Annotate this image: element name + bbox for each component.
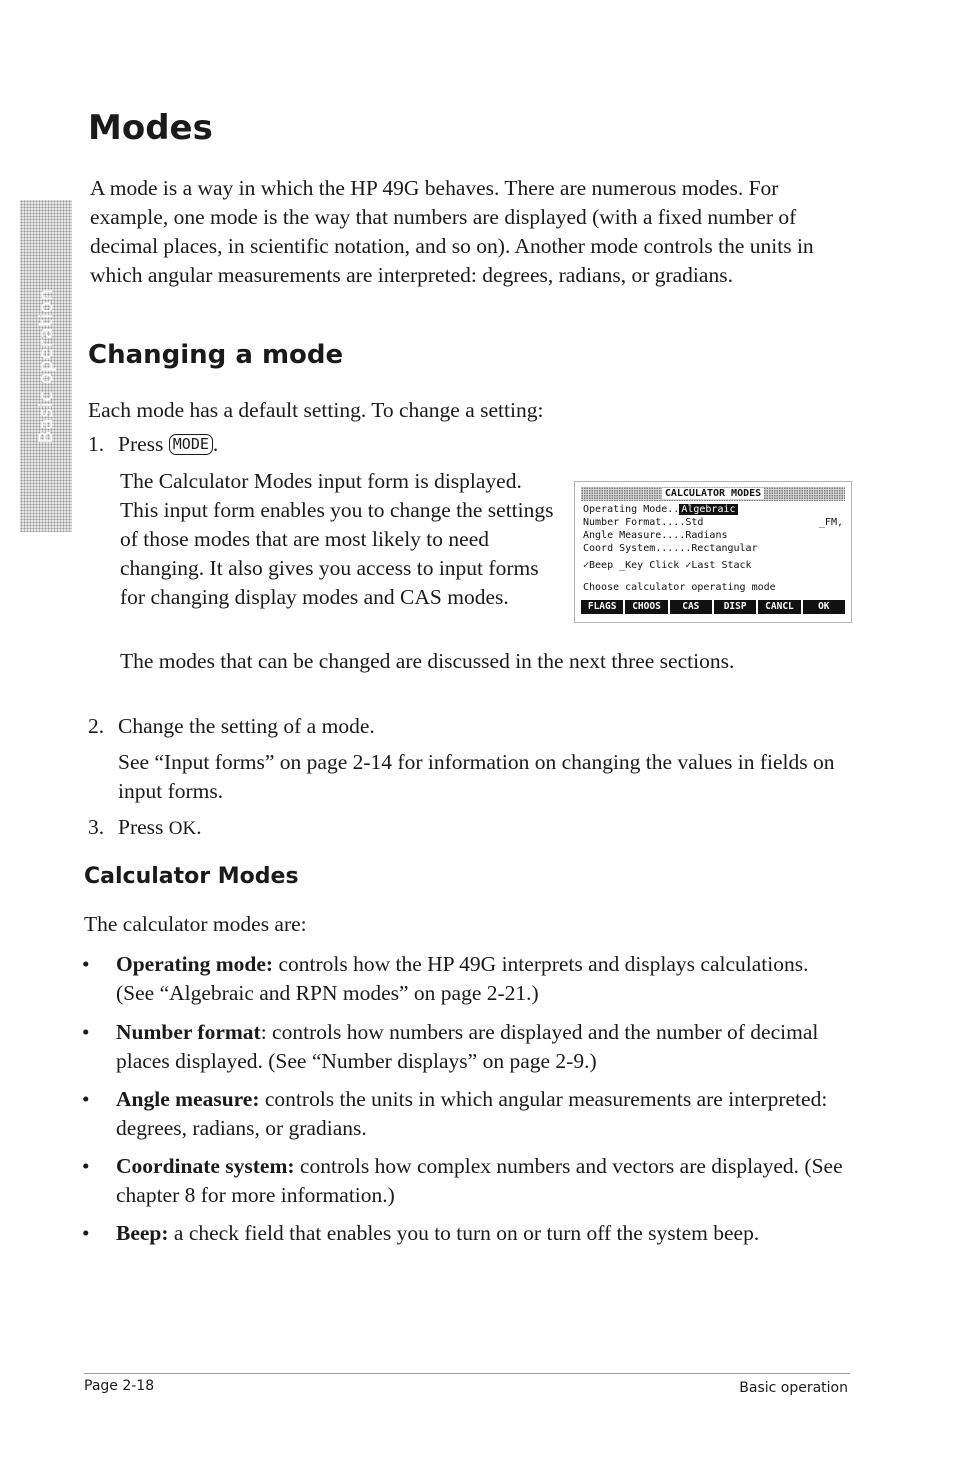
- list-item: [82, 950, 852, 1008]
- menu-cas: CAS: [670, 600, 712, 614]
- list-item-desc: controls how the HP 49G interprets and displays calculations. (See “Algebraic and RPN modes” on page 2-21.): [116, 952, 809, 1005]
- list-item-term: Number format: [116, 1020, 261, 1044]
- number-format-label: Number Format....Std: [583, 517, 704, 528]
- step-2: [88, 712, 375, 741]
- step-3-period: .: [196, 815, 202, 839]
- intro-paragraph: A mode is a way in which the HP 49G behaves. There are numerous modes. For example, one mode is the way that numbers are displayed (with a fixed number of decimal places, in scientific notation, and so on). Another mode controls the units in which angular measurements are interpreted: degrees, radians, or gradians.: [90, 176, 814, 287]
- step-3-text: Press: [118, 815, 164, 839]
- list-item: [82, 1219, 852, 1248]
- bullet: •: [82, 1087, 90, 1111]
- screen-number-format: [583, 517, 843, 529]
- screen-coord-system: Coord System......Rectangular: [583, 543, 758, 554]
- bullet: •: [82, 952, 90, 976]
- step-2-text: Change the setting of a mode.: [118, 714, 375, 738]
- calculator-modes-screen: [574, 481, 852, 623]
- list-item: [82, 1152, 852, 1210]
- menu-ok: OK: [803, 600, 845, 614]
- step-2-number: 2.: [88, 714, 105, 738]
- screen-title-bar: [581, 487, 845, 501]
- operating-mode-label: Operating Mode..: [583, 504, 680, 515]
- screen-menu: [581, 600, 845, 614]
- ok-key: OK: [168, 818, 197, 839]
- page-number: Page 2-18: [84, 1378, 155, 1394]
- section-heading-changing: Changing a mode: [88, 340, 344, 370]
- step-1-number: 1.: [88, 432, 105, 456]
- list-item-term: Beep:: [116, 1221, 169, 1245]
- screen-checks: ✓Beep _Key Click ✓Last Stack: [583, 560, 752, 571]
- list-item-desc: controls the units in which angular measurements are interpreted: degrees, radians, or gradians.: [116, 1087, 828, 1140]
- step-1: [88, 430, 218, 459]
- number-format-fm: _FM,: [818, 517, 843, 528]
- bullet: •: [82, 1221, 90, 1245]
- step-3: [88, 813, 202, 843]
- step-1-after: The modes that can be changed are discussed in the next three sections.: [120, 649, 735, 673]
- menu-flags: FLAGS: [581, 600, 623, 614]
- list-item-desc: controls how complex numbers and vectors are displayed. (See chapter 8 for more information.): [116, 1154, 843, 1207]
- operating-mode-value: Algebraic: [681, 504, 736, 515]
- step-2-description: See “Input forms” on page 2-14 for information on changing the values in fields on input forms.: [118, 750, 835, 803]
- step-1-text: Press: [118, 432, 164, 456]
- step-3-number: 3.: [88, 815, 105, 839]
- step-1-description: The Calculator Modes input form is displayed. This input form enables you to change the settings of those modes that are most likely to need changing. It also gives you access to input forms for changing display modes and CAS modes.: [120, 469, 554, 609]
- list-item-term: Coordinate system:: [116, 1154, 295, 1178]
- screen-angle-measure: Angle Measure....Radians: [583, 530, 728, 541]
- list-item-term: Operating mode:: [116, 952, 274, 976]
- side-tab-label: Basic operation: [35, 288, 57, 444]
- changing-lead: Each mode has a default setting. To change a setting:: [88, 398, 544, 422]
- list-item-term: Angle measure:: [116, 1087, 260, 1111]
- side-tab: [20, 200, 72, 532]
- step-1-period: .: [212, 432, 219, 456]
- page-title: Modes: [88, 108, 213, 148]
- list-item: [82, 1018, 852, 1076]
- menu-cancl: CANCL: [758, 600, 800, 614]
- section-heading-calculator-modes: Calculator Modes: [84, 864, 299, 889]
- menu-choos: CHOOS: [625, 600, 667, 614]
- screen-hint: Choose calculator operating mode: [583, 582, 776, 593]
- bullet: •: [82, 1020, 90, 1044]
- calc-modes-lead: The calculator modes are:: [84, 912, 307, 936]
- menu-disp: DISP: [714, 600, 756, 614]
- bullet: •: [82, 1154, 90, 1178]
- footer-section: Basic operation: [739, 1380, 848, 1396]
- footer-rule: [84, 1373, 850, 1374]
- screen-title: CALCULATOR MODES: [662, 488, 764, 499]
- list-item-desc: : controls how numbers are displayed and the number of decimal places displayed. (See “Number displays” on page 2-9.): [116, 1020, 819, 1073]
- screen-operating-mode: [583, 504, 843, 516]
- mode-key: MODE: [169, 434, 213, 455]
- list-item: [82, 1085, 852, 1143]
- list-item-desc: a check field that enables you to turn on or turn off the system beep.: [173, 1221, 760, 1245]
